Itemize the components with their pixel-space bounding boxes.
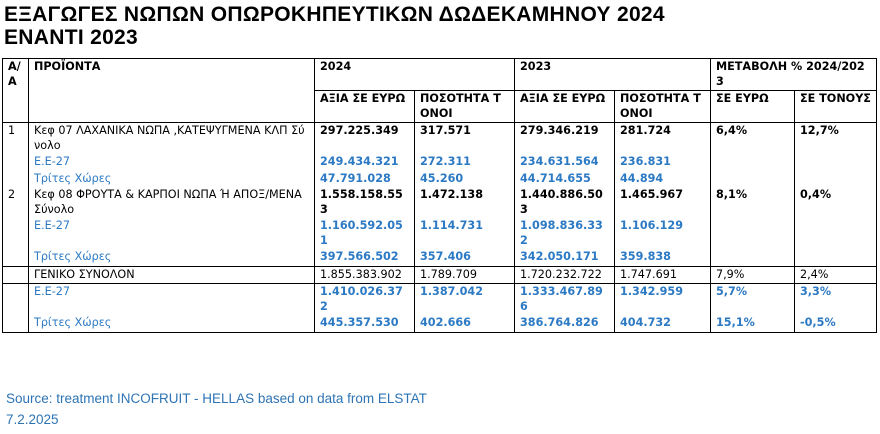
- cell-aa: [3, 315, 29, 332]
- cell-value-2023: 44.714.655: [515, 171, 615, 188]
- cell-value-2023: 1.720.232.722: [515, 266, 615, 284]
- cell-change-eur: 8,1%: [711, 187, 795, 218]
- cell-value-2023: 234.631.564: [515, 154, 615, 171]
- cell-product: Τρίτες Χώρες: [29, 315, 315, 332]
- cell-aa: [3, 218, 29, 249]
- cell-aa: 1: [3, 123, 29, 155]
- exports-table: [2, 58, 877, 333]
- cell-change-ton: [795, 218, 877, 249]
- table-row: [3, 266, 877, 284]
- cell-aa: 2: [3, 187, 29, 218]
- cell-qty-2023: 236.831: [615, 154, 711, 171]
- cell-value-2023: 279.346.219: [515, 123, 615, 155]
- cell-value-2024: 1.160.592.051: [315, 218, 415, 249]
- table-row: [3, 123, 877, 155]
- cell-value-2024: 249.434.321: [315, 154, 415, 171]
- cell-qty-2023: 1.342.959: [615, 284, 711, 316]
- cell-qty-2023: 1.106.129: [615, 218, 711, 249]
- cell-qty-2023: 404.732: [615, 315, 711, 332]
- cell-aa: [3, 284, 29, 316]
- cell-value-2024: 47.791.028: [315, 171, 415, 188]
- cell-qty-2024: 45.260: [415, 171, 515, 188]
- header-qty-2023: ΠΟΣΟΤΗΤΑ ΤΟΝΟΙ: [615, 91, 711, 123]
- cell-product: ΓΕΝΙΚΟ ΣΥΝΟΛΟΝ: [29, 266, 315, 284]
- cell-value-2024: 1.558.158.553: [315, 187, 415, 218]
- header-value-2024: ΑΞΙΑ ΣΕ ΕΥΡΩ: [315, 91, 415, 123]
- cell-product: Τρίτες Χώρες: [29, 249, 315, 266]
- cell-change-ton: [795, 154, 877, 171]
- source-note: [6, 388, 427, 430]
- header-change-ton: ΣΕ ΤΟΝΟΥΣ: [795, 91, 877, 123]
- cell-change-eur: 5,7%: [711, 284, 795, 316]
- cell-qty-2023: 281.724: [615, 123, 711, 155]
- cell-change-eur: 6,4%: [711, 123, 795, 155]
- table-row: [3, 187, 877, 218]
- cell-qty-2023: 359.838: [615, 249, 711, 266]
- cell-qty-2024: 1.789.709: [415, 266, 515, 284]
- cell-change-ton: 0,4%: [795, 187, 877, 218]
- cell-qty-2024: 1.114.731: [415, 218, 515, 249]
- title-line-1: ΕΞΑΓΩΓΕΣ ΝΩΠΩΝ ΟΠΩΡΟΚΗΠΕΥΤΙΚΩΝ ΔΩΔΕΚΑΜΗΝΟΥ 2024: [4, 3, 665, 26]
- cell-product: Τρίτες Χώρες: [29, 171, 315, 188]
- cell-change-ton: 3,3%: [795, 284, 877, 316]
- cell-value-2023: 386.764.826: [515, 315, 615, 332]
- cell-change-eur: [711, 171, 795, 188]
- cell-qty-2023: 1.747.691: [615, 266, 711, 284]
- cell-change-eur: [711, 249, 795, 266]
- source-line-1: Source: treatment INCOFRUIT - HELLAS based on data from ELSTAT: [6, 391, 427, 406]
- cell-change-ton: [795, 171, 877, 188]
- table-row: [3, 171, 877, 188]
- cell-change-ton: 12,7%: [795, 123, 877, 155]
- header-aa: Α/Α: [3, 59, 29, 123]
- header-product: ΠΡΟΪΟΝΤΑ: [29, 59, 315, 123]
- cell-change-ton: -0,5%: [795, 315, 877, 332]
- cell-aa: [3, 154, 29, 171]
- cell-change-eur: [711, 218, 795, 249]
- table-row: [3, 315, 877, 332]
- cell-product: Ε.Ε-27: [29, 284, 315, 316]
- table-row: [3, 218, 877, 249]
- cell-change-ton: [795, 249, 877, 266]
- cell-qty-2024: 317.571: [415, 123, 515, 155]
- cell-aa: [3, 249, 29, 266]
- cell-value-2024: 297.225.349: [315, 123, 415, 155]
- cell-value-2024: 445.357.530: [315, 315, 415, 332]
- cell-aa: [3, 266, 29, 284]
- page-title: [4, 3, 665, 49]
- header-year-2023: 2023: [515, 59, 711, 91]
- cell-qty-2023: 1.465.967: [615, 187, 711, 218]
- header-row-1: [3, 59, 877, 91]
- cell-product: Κεφ 07 ΛΑΧΑΝΙΚΑ ΝΩΠΑ ,ΚΑΤΕΨΥΓΜΕΝΑ ΚΛΠ Σύνολο: [29, 123, 315, 155]
- cell-product: Ε.Ε-27: [29, 218, 315, 249]
- title-line-2: ΕΝΑΝΤΙ 2023: [4, 26, 139, 49]
- cell-value-2023: 342.050.171: [515, 249, 615, 266]
- cell-value-2023: 1.333.467.896: [515, 284, 615, 316]
- table-row: [3, 284, 877, 316]
- cell-value-2024: 1.410.026.372: [315, 284, 415, 316]
- table-row: [3, 154, 877, 171]
- cell-value-2024: 397.566.502: [315, 249, 415, 266]
- source-date: 7.2.2025: [6, 412, 59, 427]
- cell-product: Ε.Ε-27: [29, 154, 315, 171]
- header-value-2023: ΑΞΙΑ ΣΕ ΕΥΡΩ: [515, 91, 615, 123]
- cell-qty-2024: 357.406: [415, 249, 515, 266]
- header-change-eur: ΣΕ ΕΥΡΩ: [711, 91, 795, 123]
- cell-qty-2024: 1.472.138: [415, 187, 515, 218]
- cell-change-eur: 15,1%: [711, 315, 795, 332]
- cell-change-ton: 2,4%: [795, 266, 877, 284]
- cell-qty-2024: 272.311: [415, 154, 515, 171]
- cell-qty-2023: 44.894: [615, 171, 711, 188]
- cell-value-2023: 1.440.886.503: [515, 187, 615, 218]
- cell-change-eur: [711, 154, 795, 171]
- header-year-2024: 2024: [315, 59, 515, 91]
- table-row: [3, 249, 877, 266]
- header-qty-2024: ΠΟΣΟΤΗΤΑ ΤΟΝΟΙ: [415, 91, 515, 123]
- cell-qty-2024: 402.666: [415, 315, 515, 332]
- cell-aa: [3, 171, 29, 188]
- cell-qty-2024: 1.387.042: [415, 284, 515, 316]
- cell-product: Κεφ 08 ΦΡΟΥΤΑ & ΚΑΡΠΟΙ ΝΩΠΑ Ή ΑΠΟΞ/ΜΕΝΑ Σύνολο: [29, 187, 315, 218]
- cell-value-2023: 1.098.836.332: [515, 218, 615, 249]
- cell-change-eur: 7,9%: [711, 266, 795, 284]
- header-change: ΜΕΤΑΒΟΛΗ % 2024/2023: [711, 59, 877, 91]
- cell-value-2024: 1.855.383.902: [315, 266, 415, 284]
